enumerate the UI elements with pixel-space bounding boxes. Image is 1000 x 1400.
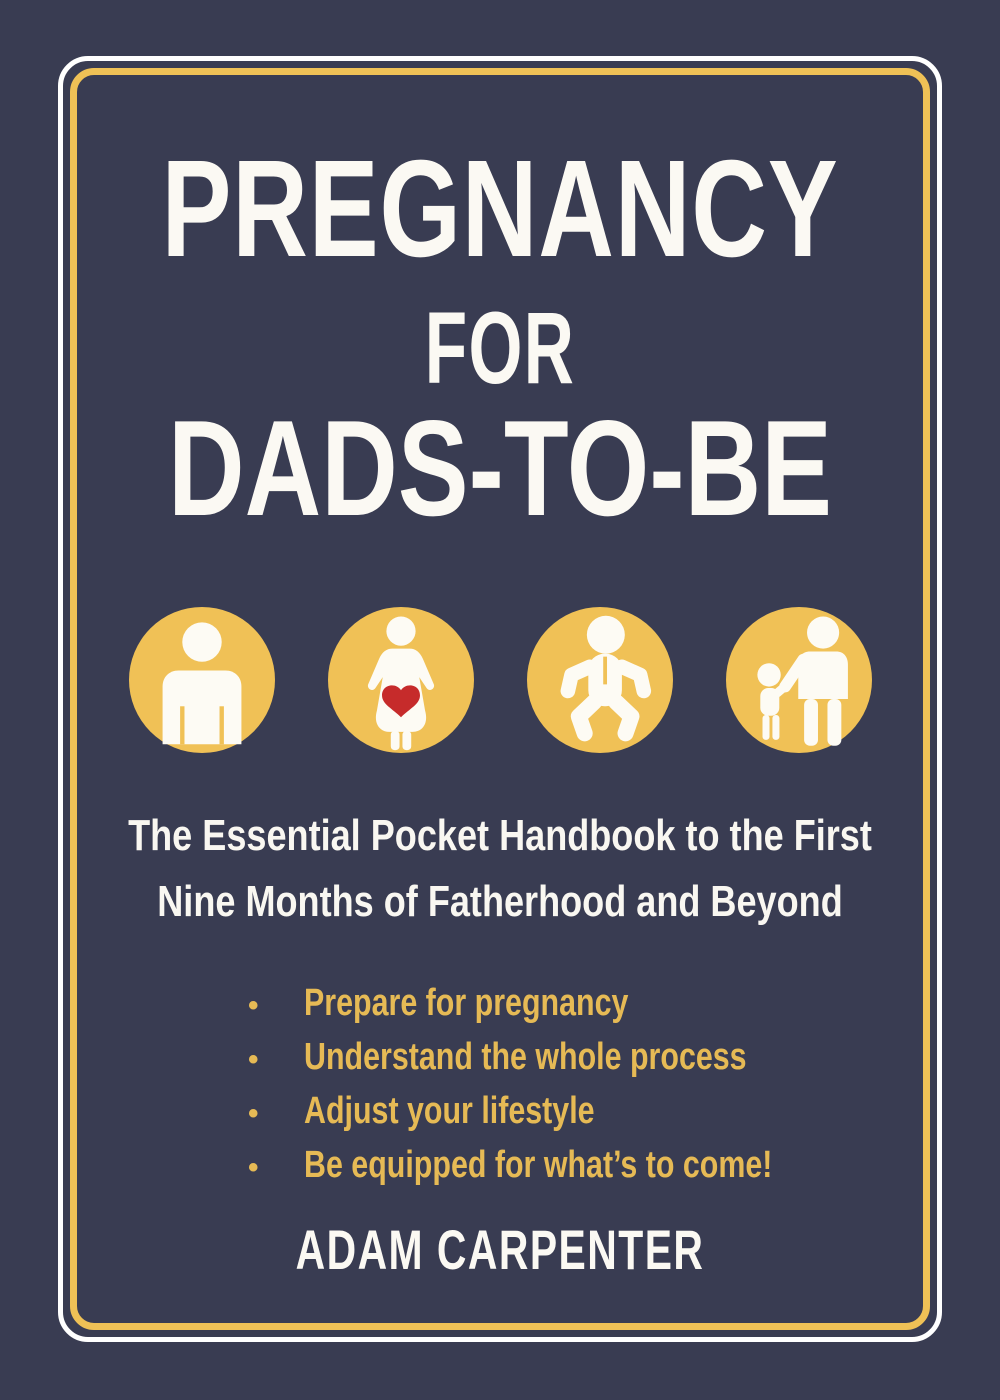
subtitle-line-2: Nine Months of Fatherhood and Beyond <box>157 877 843 926</box>
bullet-item <box>240 976 890 1030</box>
subtitle-line-1: The Essential Pocket Handbook to the First <box>128 811 872 860</box>
icon-circle-parent-child <box>726 607 872 753</box>
bullet-text: Adjust your lifestyle <box>304 1090 595 1132</box>
bullet-item <box>240 1030 890 1084</box>
bullet-text: Understand the whole process <box>304 1036 747 1078</box>
bullet-dot: • <box>248 1043 259 1076</box>
subtitle <box>0 803 1000 935</box>
pregnant-woman-icon <box>328 607 474 753</box>
icon-circle-pregnant-woman <box>328 607 474 753</box>
icon-circle-man <box>129 607 275 753</box>
bullet-list <box>240 976 890 1192</box>
author-name: ADAM CARPENTER <box>295 1218 705 1281</box>
bullet-text: Prepare for pregnancy <box>304 982 629 1024</box>
title-line-pregnancy: PREGNANCY <box>161 132 839 286</box>
title-line-for: FOR <box>424 291 576 405</box>
parent-child-icon <box>726 607 872 753</box>
man-icon <box>129 607 275 753</box>
icon-circle-baby <box>527 607 673 753</box>
bullet-text: Be equipped for what’s to come! <box>304 1144 773 1186</box>
baby-icon <box>527 607 673 753</box>
icon-row <box>0 607 1000 753</box>
bullet-dot: • <box>248 989 259 1022</box>
bullet-item <box>240 1084 890 1138</box>
bullet-item <box>240 1138 890 1192</box>
title-line-dads-to-be: DADS-TO-BE <box>168 392 832 544</box>
bullet-dot: • <box>248 1097 259 1130</box>
bullet-dot: • <box>248 1151 259 1184</box>
